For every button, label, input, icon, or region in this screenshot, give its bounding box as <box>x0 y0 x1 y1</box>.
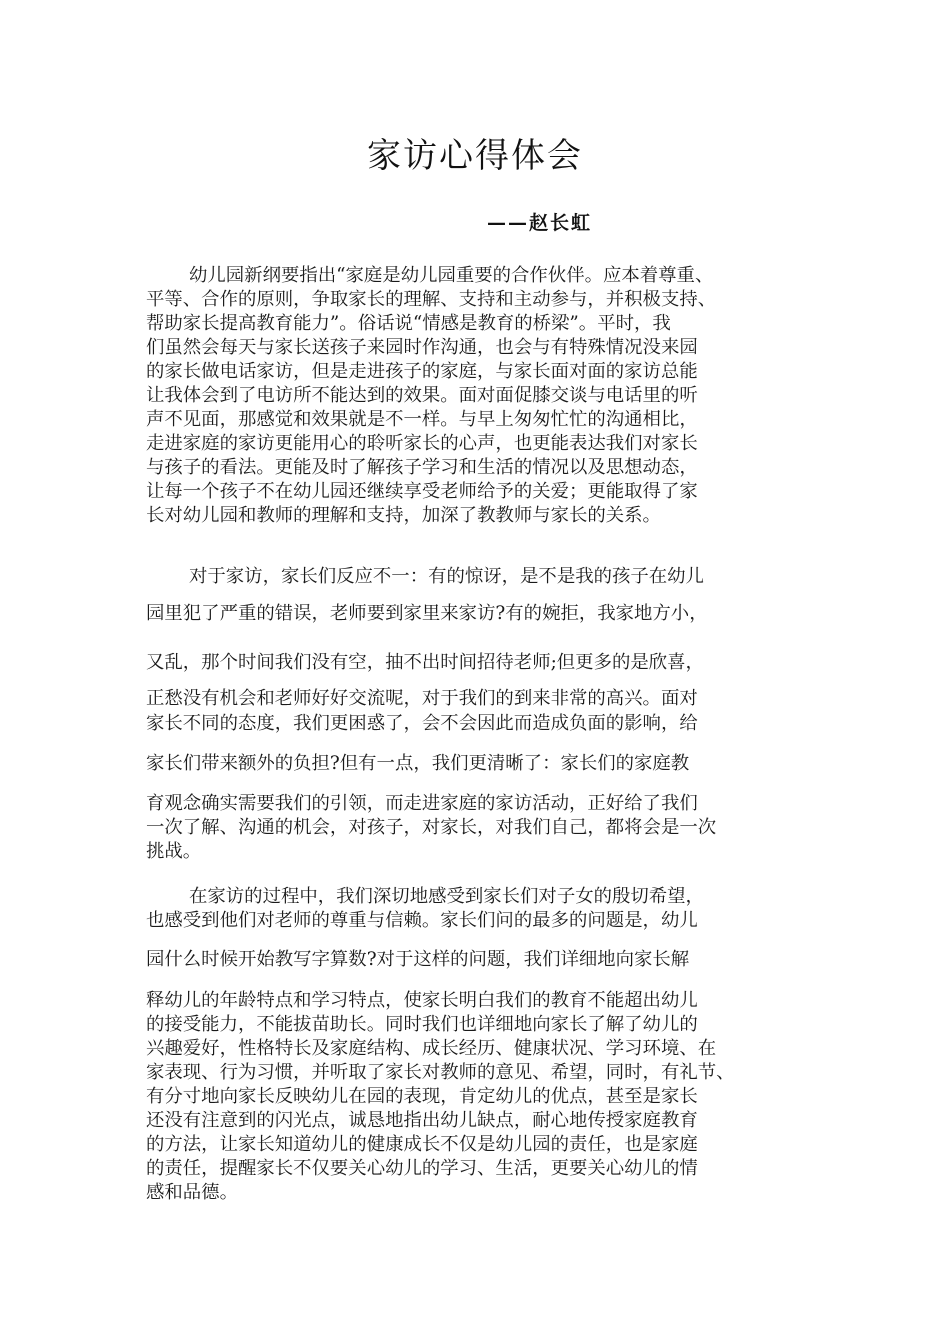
text-line: 长对幼儿园和教师的理解和支持，加深了教教师与家长的关系。 <box>146 505 661 526</box>
text-line: 也感受到他们对老师的尊重与信赖。家长们问的最多的问题是，幼儿 <box>146 910 698 931</box>
text-line: 的责任，提醒家长不仅要关心幼儿的学习、生活，更要关心幼儿的情 <box>146 1158 698 1179</box>
text-line: 家长们带来额外的负担?但有一点，我们更清晰了：家长们的家庭教 <box>146 753 690 774</box>
text-line: 有分寸地向家长反映幼儿在园的表现，肯定幼儿的优点，甚至是家长 <box>146 1086 698 1107</box>
text-line: 的接受能力，不能拔苗助长。同时我们也详细地向家长了解了幼儿的 <box>146 1014 698 1035</box>
text-line: 平等、合作的原则，争取家长的理解、支持和主动参与，并积极支持、 <box>146 289 717 310</box>
text-line: 感和品德。 <box>146 1182 238 1203</box>
text-line: 园里犯了严重的错误，老师要到家里来家访?有的婉拒，我家地方小， <box>146 603 708 624</box>
text-line: 家表现、行为习惯，并听取了家长对教师的意见、希望，同时，有礼节、 <box>146 1062 735 1083</box>
text-line: 走进家庭的家访更能用心的聆听家长的心声，也更能表达我们对家长 <box>146 433 698 454</box>
text-line: 又乱，那个时间我们没有空，抽不出时间招待老师;但更多的是欣喜， <box>146 652 704 673</box>
text-line: 的方法，让家长知道幼儿的健康成长不仅是幼儿园的责任，也是家庭 <box>146 1134 698 1155</box>
text-line: 家长不同的态度，我们更困惑了，会不会因此而造成负面的影响，给 <box>146 713 698 734</box>
document-title: 家访心得体会 <box>367 136 583 176</box>
text-line: 在家访的过程中，我们深切地感受到家长们对子女的殷切希望， <box>189 886 704 907</box>
text-line: 让每一个孩子不在幼儿园还继续享受老师给予的关爱；更能取得了家 <box>146 481 698 502</box>
text-line: 兴趣爱好，性格特长及家庭结构、成长经历、健康状况、学习环境、在 <box>146 1038 717 1059</box>
document-author: ——赵长虹 <box>487 212 593 234</box>
text-line: 的家长做电话家访，但是走进孩子的家庭，与家长面对面的家访总能 <box>146 361 698 382</box>
text-line: 们虽然会每天与家长送孩子来园时作沟通，也会与有特殊情况没来园 <box>146 337 698 358</box>
text-line: 幼儿园新纲要指出“家庭是幼儿园重要的合作伙伴。应本着尊重、 <box>189 265 714 286</box>
text-line: 一次了解、沟通的机会，对孩子，对家长，对我们自己，都将会是一次 <box>146 817 717 838</box>
text-line: 正愁没有机会和老师好好交流呢，对于我们的到来非常的高兴。面对 <box>146 688 698 709</box>
text-line: 对于家访，家长们反应不一：有的惊讶，是不是我的孩子在幼儿 <box>189 566 704 587</box>
text-line: 让我体会到了电访所不能达到的效果。面对面促膝交谈与电话里的听 <box>146 385 698 406</box>
text-line: 与孩子的看法。更能及时了解孩子学习和生活的情况以及思想动态， <box>146 457 698 478</box>
text-line: 声不见面，那感觉和效果就是不一样。与早上匆匆忙忙的沟通相比， <box>146 409 698 430</box>
text-line: 还没有注意到的闪光点，诚恳地指出幼儿缺点，耐心地传授家庭教育 <box>146 1110 698 1131</box>
text-line: 育观念确实需要我们的引领，而走进家庭的家访活动，正好给了我们 <box>146 793 698 814</box>
text-line: 帮助家长提高教育能力”。俗话说“情感是教育的桥梁”。平时，我 <box>146 313 671 334</box>
text-line: 园什么时候开始教写字算数?对于这样的问题，我们详细地向家长解 <box>146 949 690 970</box>
text-line: 释幼儿的年龄特点和学习特点，使家长明白我们的教育不能超出幼儿 <box>146 990 698 1011</box>
text-line: 挑战。 <box>146 841 202 862</box>
